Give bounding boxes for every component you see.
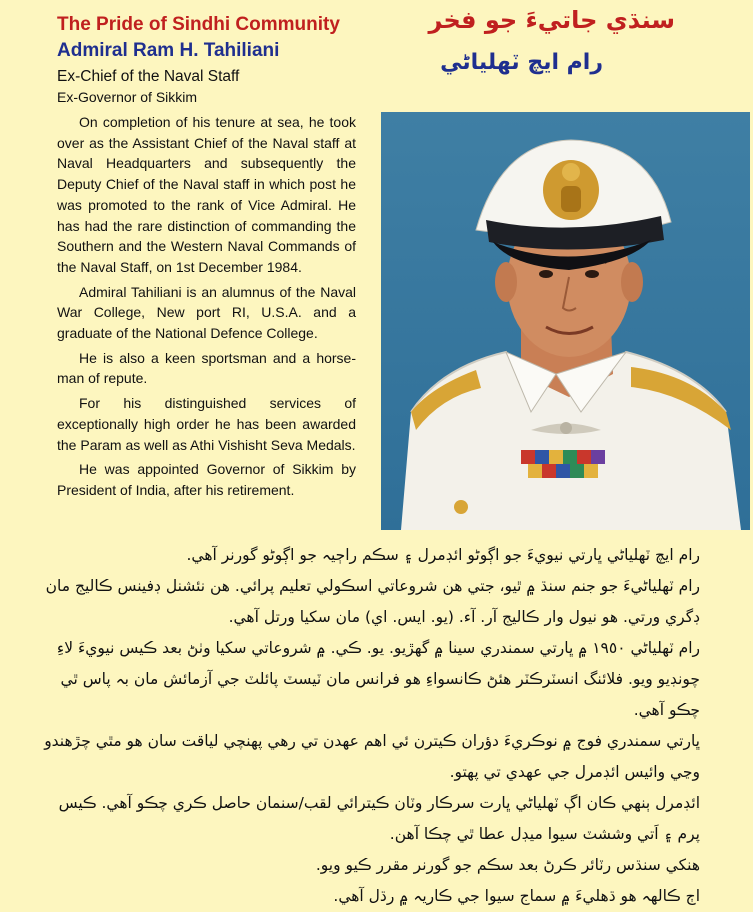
sindhi-paragraph: رام ٽهلياڻيءَ جو جنم سنڌ ۾ ٿيو، جتي هن شروعاتي اسڪولي تعليم پرائي. هن نئشنل ڊفينس ڪاليج مان ڊگري ورتي. هو نيول وار ڪاليج آر. آء. (يو. ايس. اي) مان سکيا ورتل آهي. [45,577,700,626]
sindhi-paragraph: هنکي سنڌس رٽائر ڪرڻ بعد سڪم جو گورنر مقرر ڪيو ويو. [315,856,700,874]
bio-paragraph: On completion of his tenure at sea, he took over as the Assistant Chief of the Naval staff at Naval Headquarters and subsequently the Deputy Chief of the Naval staff in which post he was promoted to the rank of Vice Admiral. He has had the rare distinction of commanding the Southern and the Western Naval Commands of the Naval Staff, on 1st December 1984. [57,114,356,275]
english-biography [57,112,356,505]
bio-paragraph: Admiral Tahiliani is an alumnus of the Naval War College, New port RI, U.S.A. and a graduate of the National Defence College. [57,283,356,342]
sindhi-paragraph: ائڊمرل ٻنهي ڪان اڳ ٽهلياڻي ڀارت سرڪار وٽان ڪيترائي لقب/سنمان حاصل ڪري چڪو آهي. ڪيس پرم ۽ اَتي وششٽ سيوا ميڊل عطا ٿي چڪا آهن. [58,794,700,843]
sindhi-paragraph: رام ٽهلياڻي ١٩٥٠ ۾ ڀارتي سمندري سينا ۾ گهڙيو. يو. ڪي. ۾ شروعاتي سکيا وٺڻ بعد ڪيس نيويءَ لاءِ چونڊيو ويو. فلائنگ انسٽرڪٽر هئڻ ڪانسواءِ هو فرانس مان ٽيسٽ پائلٽ جي آزمائش مان بہ پاس ٿي چڪو آهي. [56,639,700,719]
subject-name-english: Admiral Ram H. Tahiliani [57,40,280,61]
sindhi-biography [40,540,730,912]
portrait-illustration [381,112,750,530]
sindhi-paragraph: رام ايچ ٽهلياڻي ڀارتي نيويءَ جو اڳوڻو ائڊمرل ۽ سڪم راڄيہ جو اڳوڻو گورنر آهي. [186,546,700,564]
sindhi-paragraph: اڄ ڪالهہ هو ڌهليءَ ۾ سماج سيوا جي ڪاريہ ۾ رڌل آهي. [333,887,700,905]
page-title-english: The Pride of Sindhi Community [57,14,340,35]
bio-paragraph: For his distinguished services of exceptionally high order he has been awarded the Param as well as Athi Vishisht Seva Medals. [57,395,356,453]
subject-post-governor: Ex-Governor of Sikkim [57,89,198,105]
admiral-portrait-photo [381,112,750,530]
sindhi-paragraph: ڀارتي سمندري فوج ۾ نوڪريءَ دؤران ڪيترن ئي اهم عهدن تي رهي پهنچي لياقت سان هو مٿي چڙهندو وڃي وائيس ائڊمرل جي عهدي تي پهتو. [44,732,700,781]
subject-name-sindhi: رام ايچ ٽهلياڻي [440,50,603,75]
bio-paragraph: He is also a keen sportsman and a horse-man of repute. [57,349,356,387]
bio-paragraph: He was appointed Governor of Sikkim by President of India, after his retirement. [57,461,356,498]
subject-post-naval: Ex-Chief of the Naval Staff [57,68,240,85]
page-title-sindhi: سنڌي جاتيءَ جو فخر [428,6,675,34]
